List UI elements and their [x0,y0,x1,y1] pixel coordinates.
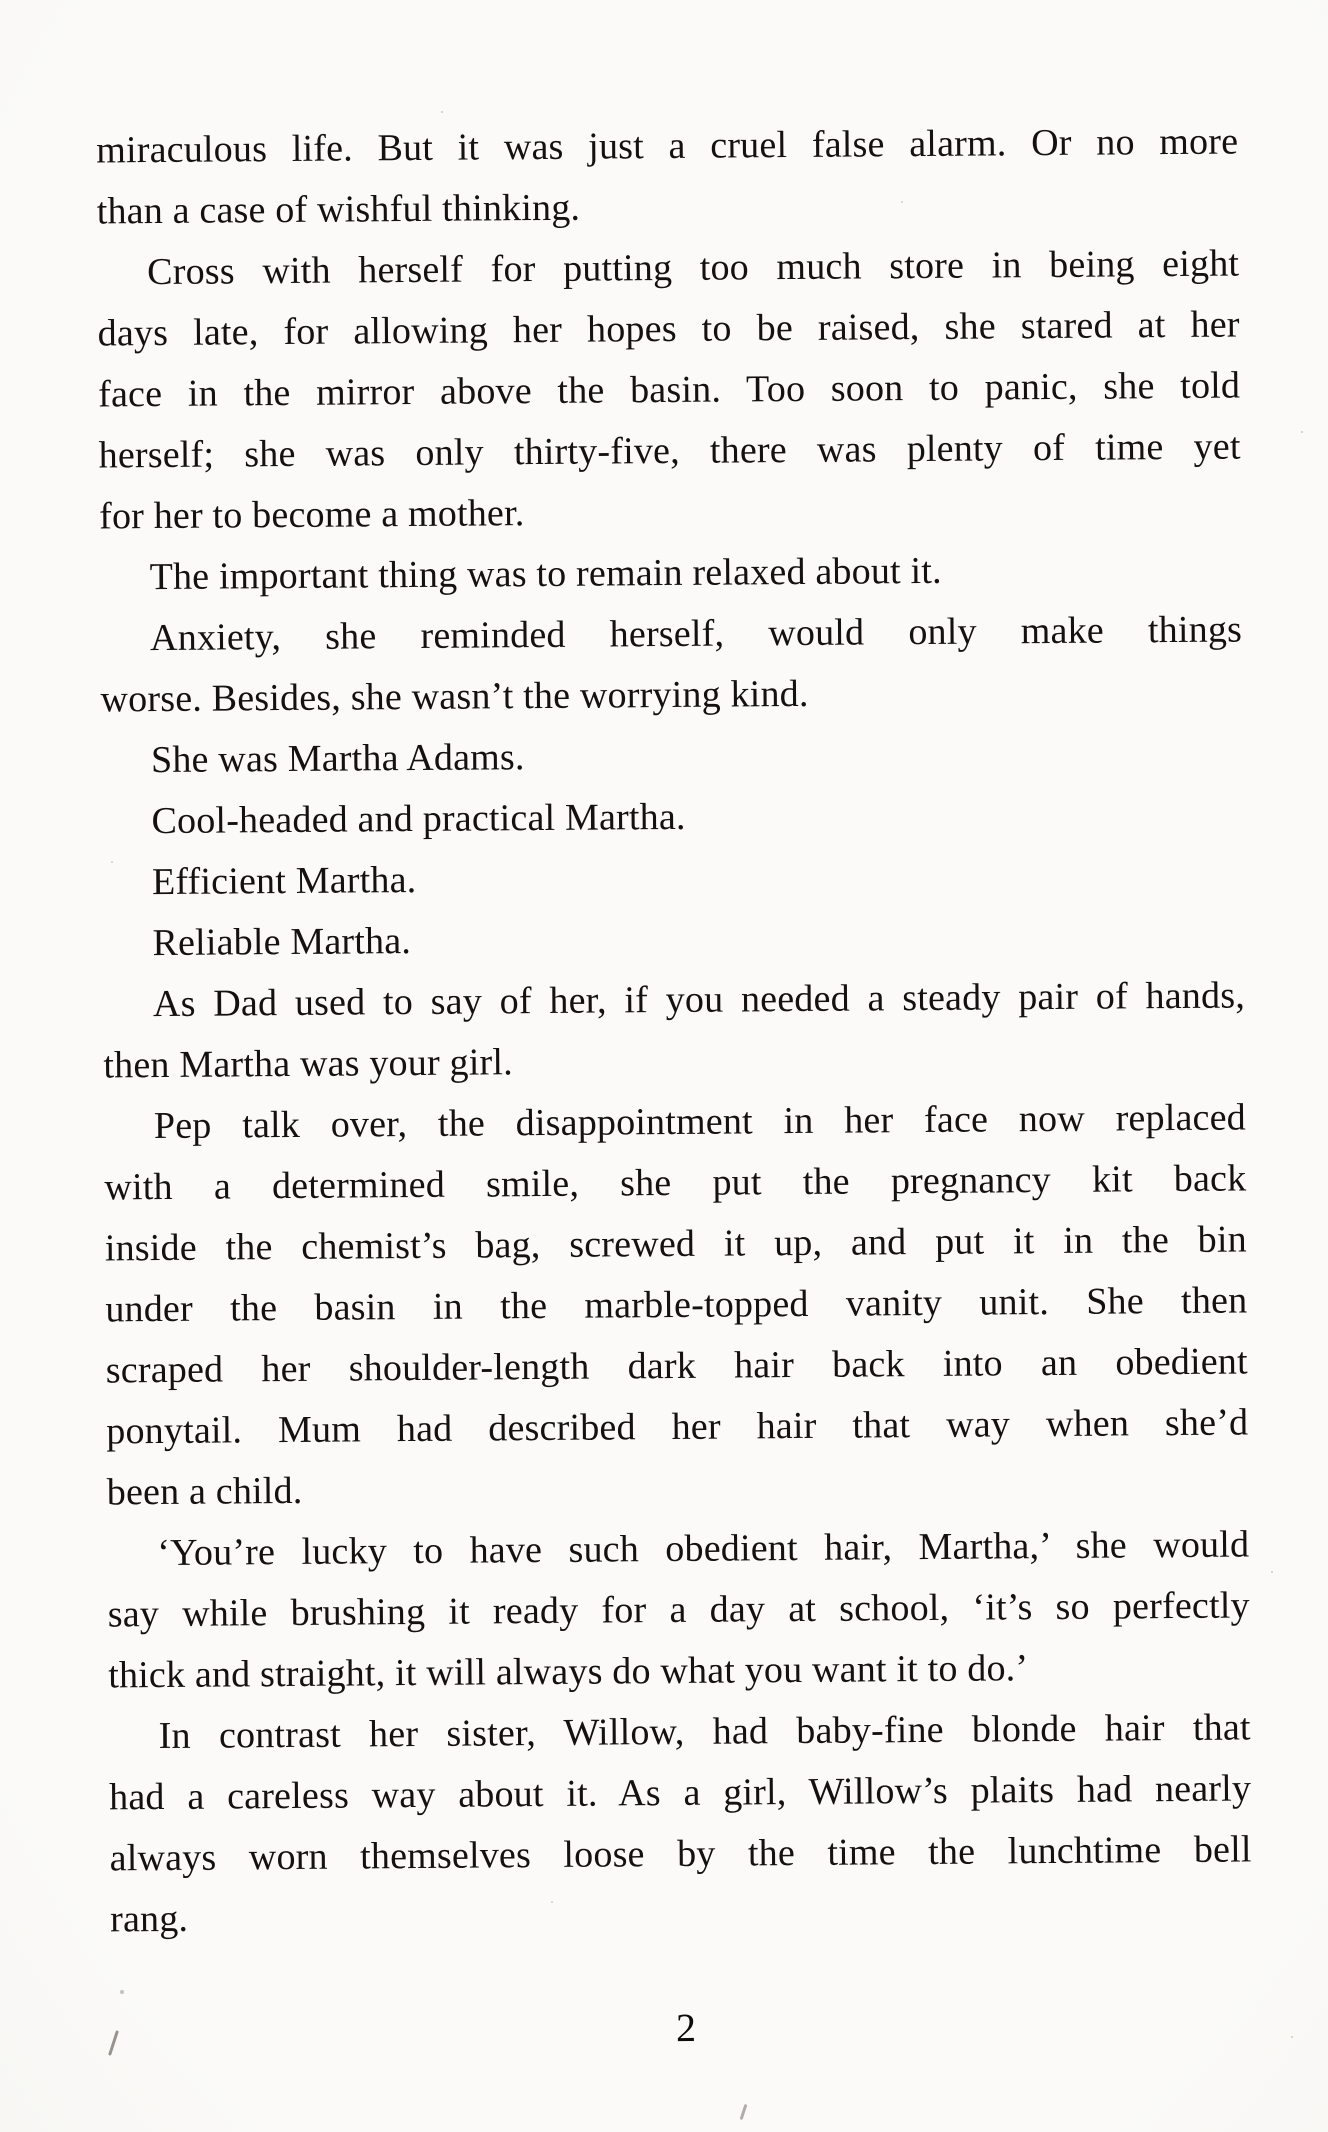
text-line: had a careless way about it. As a girl, Willow’s plaits had nearly [109,1767,1252,1819]
text-line: ponytail. Mum had described her hair that way when she’d [106,1401,1249,1453]
text-line: than a case of wishful thinking. [96,186,581,233]
text-line: for her to become a mother. [98,492,525,538]
text-line: Cool-headed and practical Martha. [151,795,686,843]
text-line: under the basin in the marble-topped vanity unit. She then [105,1279,1248,1331]
text-line: scraped her shoulder-length dark hair back into an obedient [105,1340,1248,1392]
text-line: ‘You’re lucky to have such obedient hair, Martha,’ she would [157,1523,1250,1575]
text-line: thick and straight, it will always do what you want it to do.’ [108,1647,1029,1697]
text-line: rang. [109,1897,189,1941]
page-number: 2 [675,2004,697,2051]
text-line: In contrast her sister, Willow, had baby-fine blonde hair that [158,1706,1251,1758]
text-line: face in the mirror above the basin. Too soon to panic, she told [98,364,1241,416]
text-line: then Martha was your girl. [103,1041,513,1087]
scan-slash-artifact [740,2104,748,2120]
text-line: The important thing was to remain relaxed about it. [149,549,942,599]
text-line: Anxiety, she reminded herself, would only make things [149,608,1243,660]
text-line: always worn themselves loose by the time the lunchtime bell [109,1828,1252,1880]
text-line: inside the chemist’s bag, screwed it up, and put it in the bin [104,1218,1248,1270]
text-line: Efficient Martha. [151,858,417,904]
text-line: say while brushing it ready for a day at school, ‘it’s so perfectly [107,1584,1250,1636]
text-line: been a child. [106,1469,303,1514]
text-line: days late, for allowing her hopes to be raised, she stared at her [97,303,1240,355]
text-line: herself; she was only thirty-five, there was plenty of time yet [98,425,1241,477]
text-line: worse. Besides, she wasn’t the worrying kind. [100,672,809,721]
text-line: miraculous life. But it was just a cruel false alarm. Or no more [96,120,1239,172]
text-line: She was Martha Adams. [150,736,525,782]
scan-speckles [120,1990,124,1994]
text-line: Cross with herself for putting too much store in being eight [147,242,1240,294]
text-line: Pep talk over, the disappointment in her face now replaced [153,1096,1247,1148]
text-line: As Dad used to say of her, if you needed a steady pair of hands, [152,974,1246,1026]
text-line: Reliable Martha. [152,920,412,965]
text-line: with a determined smile, she put the pregnancy kit back [104,1157,1247,1209]
page-text [96,112,1252,1951]
